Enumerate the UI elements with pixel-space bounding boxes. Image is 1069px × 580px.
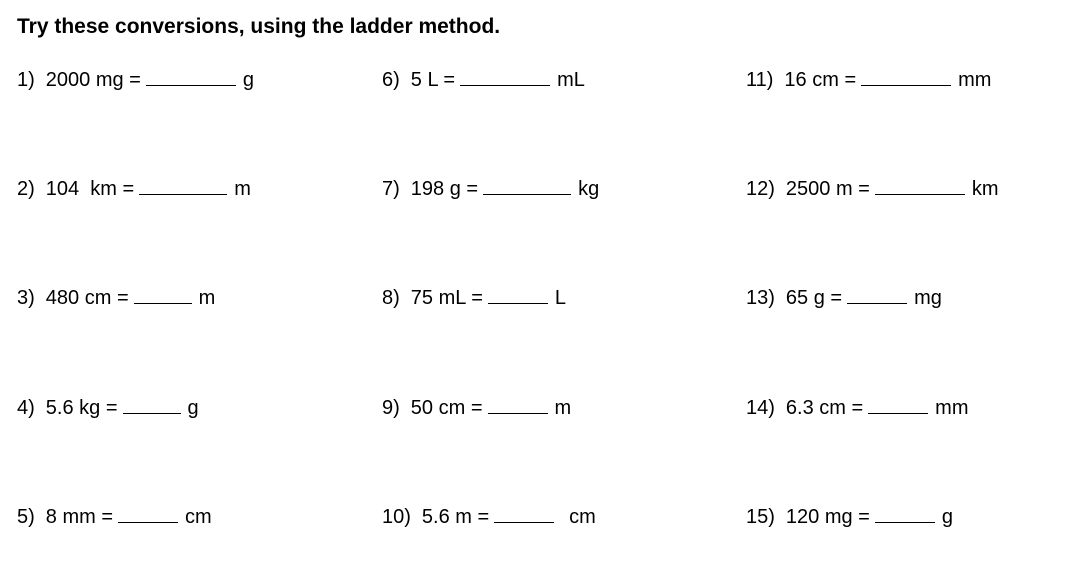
problem-expression: 104 km = (45, 178, 135, 200)
problem-expression: 65 g = (785, 287, 843, 309)
worksheet-title: Try these conversions, using the ladder method. (17, 15, 501, 38)
answer-blank[interactable] (488, 285, 548, 304)
problem-5 (17, 504, 212, 528)
answer-blank[interactable] (146, 67, 236, 86)
problem-number: 4) (17, 397, 35, 419)
problem-unit: cm (185, 506, 212, 528)
problem-unit: m (554, 397, 572, 419)
answer-blank[interactable] (868, 395, 928, 414)
problem-1 (17, 67, 254, 91)
problem-15 (746, 504, 953, 528)
problem-unit: m (234, 178, 251, 200)
problem-number: 9) (382, 397, 400, 419)
problem-4 (17, 395, 199, 419)
problem-expression: 8 mm = (45, 506, 114, 528)
problem-10 (382, 504, 596, 528)
problem-unit: cm (569, 506, 596, 528)
problem-expression: 2500 m = (785, 178, 870, 200)
answer-blank[interactable] (847, 285, 907, 304)
answer-blank[interactable] (488, 395, 548, 414)
problem-number: 8) (382, 287, 400, 309)
problem-number: 6) (382, 69, 400, 91)
problem-number: 3) (17, 287, 35, 309)
problem-expression: 5 L = (410, 69, 456, 91)
problem-expression: 75 mL = (410, 287, 483, 309)
problem-expression: 2000 mg = (45, 69, 141, 91)
problem-expression: 198 g = (410, 178, 479, 200)
problem-9 (382, 395, 571, 419)
problem-number: 5) (17, 506, 35, 528)
problem-11 (746, 67, 991, 91)
problem-number: 13) (746, 287, 775, 309)
problem-expression: 50 cm = (410, 397, 483, 419)
answer-blank[interactable] (494, 504, 554, 523)
problem-2 (17, 176, 251, 200)
problem-number: 15) (746, 506, 775, 528)
answer-blank[interactable] (460, 67, 550, 86)
answer-blank[interactable] (875, 176, 965, 195)
problem-7 (382, 176, 599, 200)
problem-unit: m (198, 287, 216, 309)
problem-8 (382, 285, 566, 309)
problem-3 (17, 285, 215, 309)
answer-blank[interactable] (139, 176, 227, 195)
problem-unit: mm (935, 397, 969, 419)
problem-number: 11) (746, 69, 774, 91)
problem-unit: g (242, 69, 254, 91)
problem-14 (746, 395, 969, 419)
problem-number: 2) (17, 178, 35, 200)
problem-expression: 16 cm = (784, 69, 857, 91)
answer-blank[interactable] (861, 67, 951, 86)
problem-number: 12) (746, 178, 775, 200)
problem-unit: kg (578, 178, 600, 200)
answer-blank[interactable] (118, 504, 178, 523)
problem-12 (746, 176, 999, 200)
problem-expression: 6.3 cm = (785, 397, 864, 419)
problem-unit: km (971, 178, 999, 200)
problem-expression: 120 mg = (785, 506, 870, 528)
problem-expression: 5.6 kg = (45, 397, 118, 419)
problem-number: 1) (17, 69, 35, 91)
answer-blank[interactable] (875, 504, 935, 523)
problem-unit: mg (914, 287, 942, 309)
problem-expression: 5.6 m = (421, 506, 490, 528)
answer-blank[interactable] (134, 285, 192, 304)
problem-unit: g (941, 506, 953, 528)
answer-blank[interactable] (123, 395, 181, 414)
answer-blank[interactable] (483, 176, 571, 195)
problem-unit: mm (958, 69, 992, 91)
problem-unit: mL (557, 69, 585, 91)
problem-13 (746, 285, 942, 309)
problem-number: 10) (382, 506, 411, 528)
problem-number: 14) (746, 397, 775, 419)
problem-number: 7) (382, 178, 400, 200)
problem-expression: 480 cm = (45, 287, 129, 309)
problem-unit: L (554, 287, 567, 309)
problem-unit: g (187, 397, 199, 419)
problem-6 (382, 67, 585, 91)
